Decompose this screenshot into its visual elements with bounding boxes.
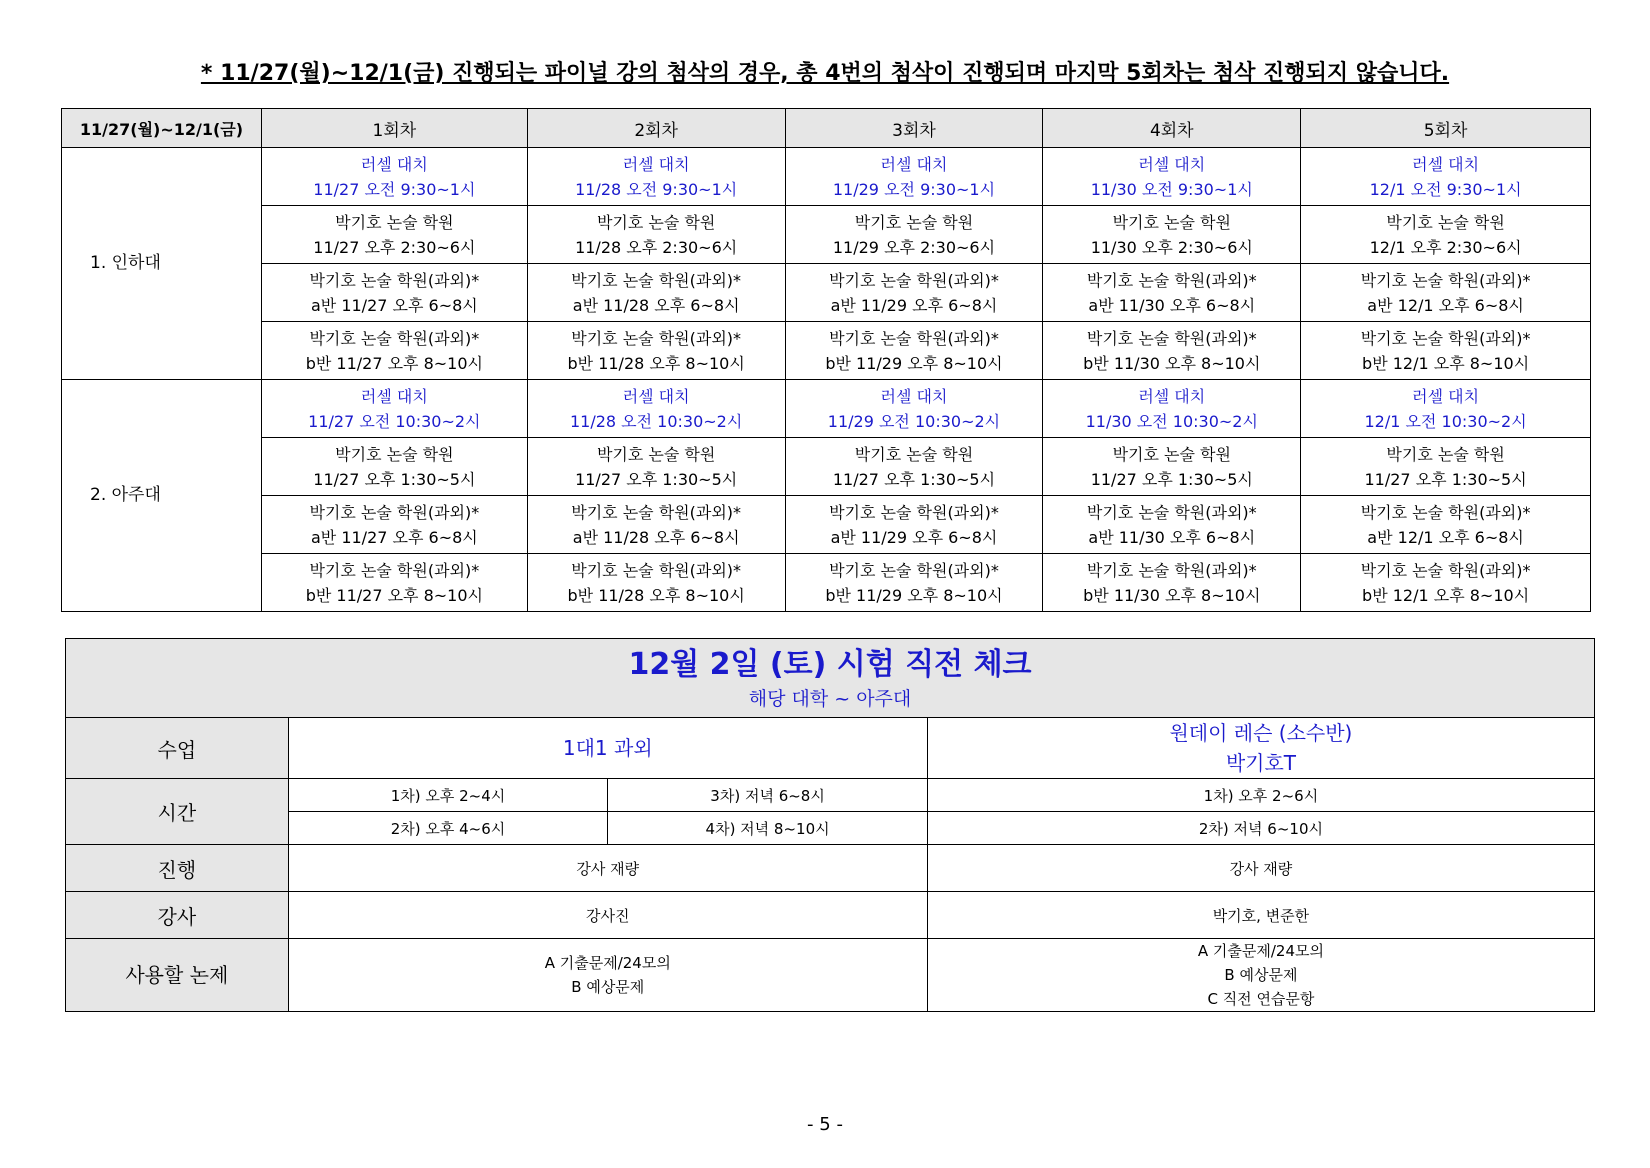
exam-subtitle: 해당 대학 ~ 아주대 [748,688,912,710]
schedule-cell [1043,380,1301,438]
class-row-label: 수업 [66,718,289,779]
schedule-time: b반 12/1 오후 8~10시 [1362,353,1530,373]
schedule-time: a반 11/27 오후 6~8시 [310,527,478,547]
schedule-cell [527,264,785,322]
session-4-header: 4회차 [1043,109,1301,148]
schedule-period-header: 11/27(월)~12/1(금) [62,109,262,148]
schedule-time: 11/27 오후 1:30~5시 [1090,469,1253,489]
schedule-venue: 박기호 논술 학원(과외)* [829,502,999,522]
exam-title-cell [66,639,1595,718]
schedule-time: 11/27 오후 1:30~5시 [832,469,996,489]
schedule-venue: 박기호 논술 학원 [1386,444,1505,464]
schedule-venue: 박기호 논술 학원(과외)* [829,328,999,348]
tutoring-column-header: 1대1 과외 [288,718,927,779]
schedule-time: 11/30 오후 2:30~6시 [1090,237,1253,257]
schedule-time: 12/1 오전 10:30~2시 [1364,411,1527,431]
schedule-time: b반 11/29 오후 8~10시 [825,353,1003,373]
schedule-cell [261,322,527,380]
schedule-cell [261,438,527,496]
schedule-time: 11/29 오후 2:30~6시 [832,237,996,257]
exam-eve-check-table [65,638,1595,1012]
schedule-venue: 박기호 논술 학원(과외)* [571,328,742,348]
schedule-venue: 박기호 논술 학원(과외)* [1086,502,1257,522]
university-label: 1. 인하대 [62,148,262,380]
oneday-column-header [927,718,1594,779]
schedule-time: 11/27 오후 1:30~5시 [313,469,476,489]
schedule-venue: 박기호 논술 학원(과외)* [309,560,480,580]
schedule-time: a반 11/29 오후 6~8시 [830,295,998,315]
schedule-cell [785,554,1043,612]
schedule-time: 11/30 오전 9:30~1시 [1090,179,1253,199]
schedule-time: 12/1 오전 9:30~1시 [1369,179,1522,199]
schedule-time: 11/27 오후 1:30~5시 [1364,469,1527,489]
oneday-topics [927,939,1594,1012]
schedule-cell [1301,380,1591,438]
schedule-venue: 박기호 논술 학원(과외)* [571,560,742,580]
schedule-cell [261,380,527,438]
schedule-venue: 박기호 논술 학원(과외)* [1360,328,1531,348]
schedule-cell [1043,496,1301,554]
schedule-time: a반 12/1 오후 6~8시 [1367,295,1524,315]
schedule-venue: 박기호 논술 학원(과외)* [309,502,480,522]
schedule-cell [785,380,1043,438]
schedule-cell [1043,148,1301,206]
schedule-cell [1301,438,1591,496]
schedule-venue: 박기호 논술 학원 [854,212,974,232]
schedule-time: 11/27 오전 10:30~2시 [308,411,481,431]
schedule-cell [785,206,1043,264]
oneday-instructor-label: 박기호T [1225,751,1297,775]
schedule-cell [785,438,1043,496]
schedule-time: b반 11/29 오후 8~10시 [825,585,1003,605]
schedule-time: b반 11/27 오후 8~10시 [305,585,483,605]
schedule-venue: 박기호 논술 학원 [335,444,454,464]
schedule-time: 12/1 오후 2:30~6시 [1369,237,1522,257]
schedule-venue: 박기호 논술 학원 [1112,444,1231,464]
schedule-cell [1043,438,1301,496]
schedule-venue: 러셀 대치 [1138,386,1206,406]
schedule-venue: 박기호 논술 학원(과외)* [1360,502,1531,522]
oneday-topic-b: B 예상문제 [1224,966,1298,984]
schedule-cell [1301,554,1591,612]
tutoring-time-1: 1차) 오후 2~4시 [288,779,608,812]
schedule-cell [261,554,527,612]
schedule-cell [1043,264,1301,322]
schedule-time: b반 11/30 오후 8~10시 [1083,353,1261,373]
schedule-venue: 러셀 대치 [880,154,948,174]
schedule-venue: 박기호 논술 학원(과외)* [829,560,999,580]
schedule-time: a반 12/1 오후 6~8시 [1367,527,1524,547]
schedule-time: b반 12/1 오후 8~10시 [1362,585,1530,605]
schedule-row [62,380,1591,438]
university-label: 2. 아주대 [62,380,262,612]
schedule-cell [1301,206,1591,264]
schedule-cell [1301,264,1591,322]
schedule-time: b반 11/27 오후 8~10시 [305,353,483,373]
schedule-time: b반 11/28 오후 8~10시 [567,353,745,373]
schedule-venue: 러셀 대치 [1138,154,1206,174]
schedule-cell [527,496,785,554]
schedule-cell [527,438,785,496]
schedule-time: 11/29 오전 9:30~1시 [832,179,996,199]
topics-row-label: 사용할 논제 [66,939,289,1012]
schedule-venue: 러셀 대치 [880,386,948,406]
session-5-header: 5회차 [1301,109,1591,148]
schedule-venue: 박기호 논술 학원 [596,444,716,464]
oneday-time-2: 2차) 저녁 6~10시 [927,812,1594,845]
schedule-venue: 박기호 논술 학원 [854,444,974,464]
schedule-cell [261,264,527,322]
schedule-time: 11/28 오전 10:30~2시 [569,411,743,431]
oneday-topic-a: A 기출문제/24모의 [1197,942,1324,960]
schedule-cell [527,148,785,206]
schedule-row [62,496,1591,554]
schedule-time: b반 11/28 오후 8~10시 [567,585,745,605]
exam-title: 12월 2일 (토) 시험 직전 체크 [628,647,1032,682]
schedule-time: 11/28 오전 9:30~1시 [575,179,738,199]
schedule-row [62,322,1591,380]
schedule-cell [785,148,1043,206]
oneday-instructor: 박기호, 변준한 [927,892,1594,939]
schedule-cell [1043,554,1301,612]
oneday-time-1: 1차) 오후 2~6시 [927,779,1594,812]
final-lecture-schedule-table [61,108,1591,612]
schedule-venue: 박기호 논술 학원 [1112,212,1231,232]
oneday-progress: 강사 재량 [927,845,1594,892]
schedule-venue: 러셀 대치 [1412,154,1480,174]
tutoring-topics [288,939,927,1012]
schedule-venue: 박기호 논술 학원 [335,212,454,232]
schedule-venue: 박기호 논술 학원(과외)* [1086,270,1257,290]
schedule-cell [527,322,785,380]
schedule-cell [1301,322,1591,380]
schedule-row [62,438,1591,496]
schedule-venue: 박기호 논술 학원(과외)* [309,328,480,348]
page-number: - 5 - [807,1114,843,1135]
oneday-topic-c: C 직전 연습문항 [1207,990,1315,1008]
schedule-cell [261,148,527,206]
schedule-venue: 박기호 논술 학원 [1386,212,1505,232]
tutoring-topic-b: B 예상문제 [571,978,645,996]
tutoring-progress: 강사 재량 [288,845,927,892]
schedule-time: 11/27 오후 1:30~5시 [575,469,738,489]
tutoring-time-4: 4차) 저녁 8~10시 [608,812,928,845]
schedule-cell [785,496,1043,554]
schedule-time: a반 11/30 오후 6~8시 [1088,295,1256,315]
schedule-venue: 러셀 대치 [622,386,690,406]
schedule-row [62,264,1591,322]
schedule-row [62,206,1591,264]
tutoring-instructor: 강사진 [288,892,927,939]
instructor-row-label: 강사 [66,892,289,939]
schedule-venue: 박기호 논술 학원(과외)* [1360,270,1531,290]
schedule-cell [261,206,527,264]
oneday-label: 원데이 레슨 (소수반) [1169,721,1353,745]
schedule-venue: 박기호 논술 학원(과외)* [1086,328,1257,348]
schedule-venue: 러셀 대치 [360,386,428,406]
schedule-time: a반 11/29 오후 6~8시 [830,527,998,547]
schedule-time: a반 11/30 오후 6~8시 [1088,527,1256,547]
schedule-venue: 박기호 논술 학원(과외)* [1360,560,1531,580]
schedule-cell [1043,206,1301,264]
schedule-cell [1301,148,1591,206]
notice-text: * 11/27(월)~12/1(금) 진행되는 파이널 강의 첨삭의 경우, 총 4번의 첨삭이 진행되며 마지막 5회차는 첨삭 진행되지 않습니다. [200,61,1450,86]
schedule-cell [261,496,527,554]
schedule-cell [527,380,785,438]
schedule-venue: 박기호 논술 학원(과외)* [571,270,742,290]
tutoring-time-2: 2차) 오후 4~6시 [288,812,608,845]
schedule-time: 11/27 오전 9:30~1시 [313,179,476,199]
schedule-time: a반 11/28 오후 6~8시 [572,527,740,547]
progress-row-label: 진행 [66,845,289,892]
schedule-venue: 박기호 논술 학원(과외)* [1086,560,1257,580]
schedule-time: a반 11/27 오후 6~8시 [310,295,478,315]
schedule-venue: 박기호 논술 학원(과외)* [309,270,480,290]
schedule-cell [785,264,1043,322]
schedule-cell [1301,496,1591,554]
tutoring-topic-a: A 기출문제/24모의 [544,954,671,972]
schedule-venue: 러셀 대치 [622,154,690,174]
schedule-time: 11/27 오후 2:30~6시 [313,237,476,257]
schedule-cell [785,322,1043,380]
schedule-row [62,148,1591,206]
schedule-venue: 박기호 논술 학원(과외)* [829,270,999,290]
schedule-cell [1043,322,1301,380]
schedule-time: 11/28 오후 2:30~6시 [575,237,738,257]
schedule-row [62,554,1591,612]
schedule-venue: 러셀 대치 [1412,386,1480,406]
schedule-time: b반 11/30 오후 8~10시 [1083,585,1261,605]
schedule-cell [527,554,785,612]
schedule-time: 11/29 오전 10:30~2시 [827,411,1001,431]
schedule-venue: 박기호 논술 학원 [596,212,716,232]
tutoring-time-3: 3차) 저녁 6~8시 [608,779,928,812]
session-2-header: 2회차 [527,109,785,148]
schedule-time: a반 11/28 오후 6~8시 [572,295,740,315]
schedule-venue: 박기호 논술 학원(과외)* [571,502,742,522]
schedule-time: 11/30 오전 10:30~2시 [1085,411,1258,431]
schedule-venue: 러셀 대치 [360,154,428,174]
schedule-header-row [62,109,1591,148]
time-row-label: 시간 [66,779,289,845]
schedule-cell [527,206,785,264]
session-3-header: 3회차 [785,109,1043,148]
session-1-header: 1회차 [261,109,527,148]
